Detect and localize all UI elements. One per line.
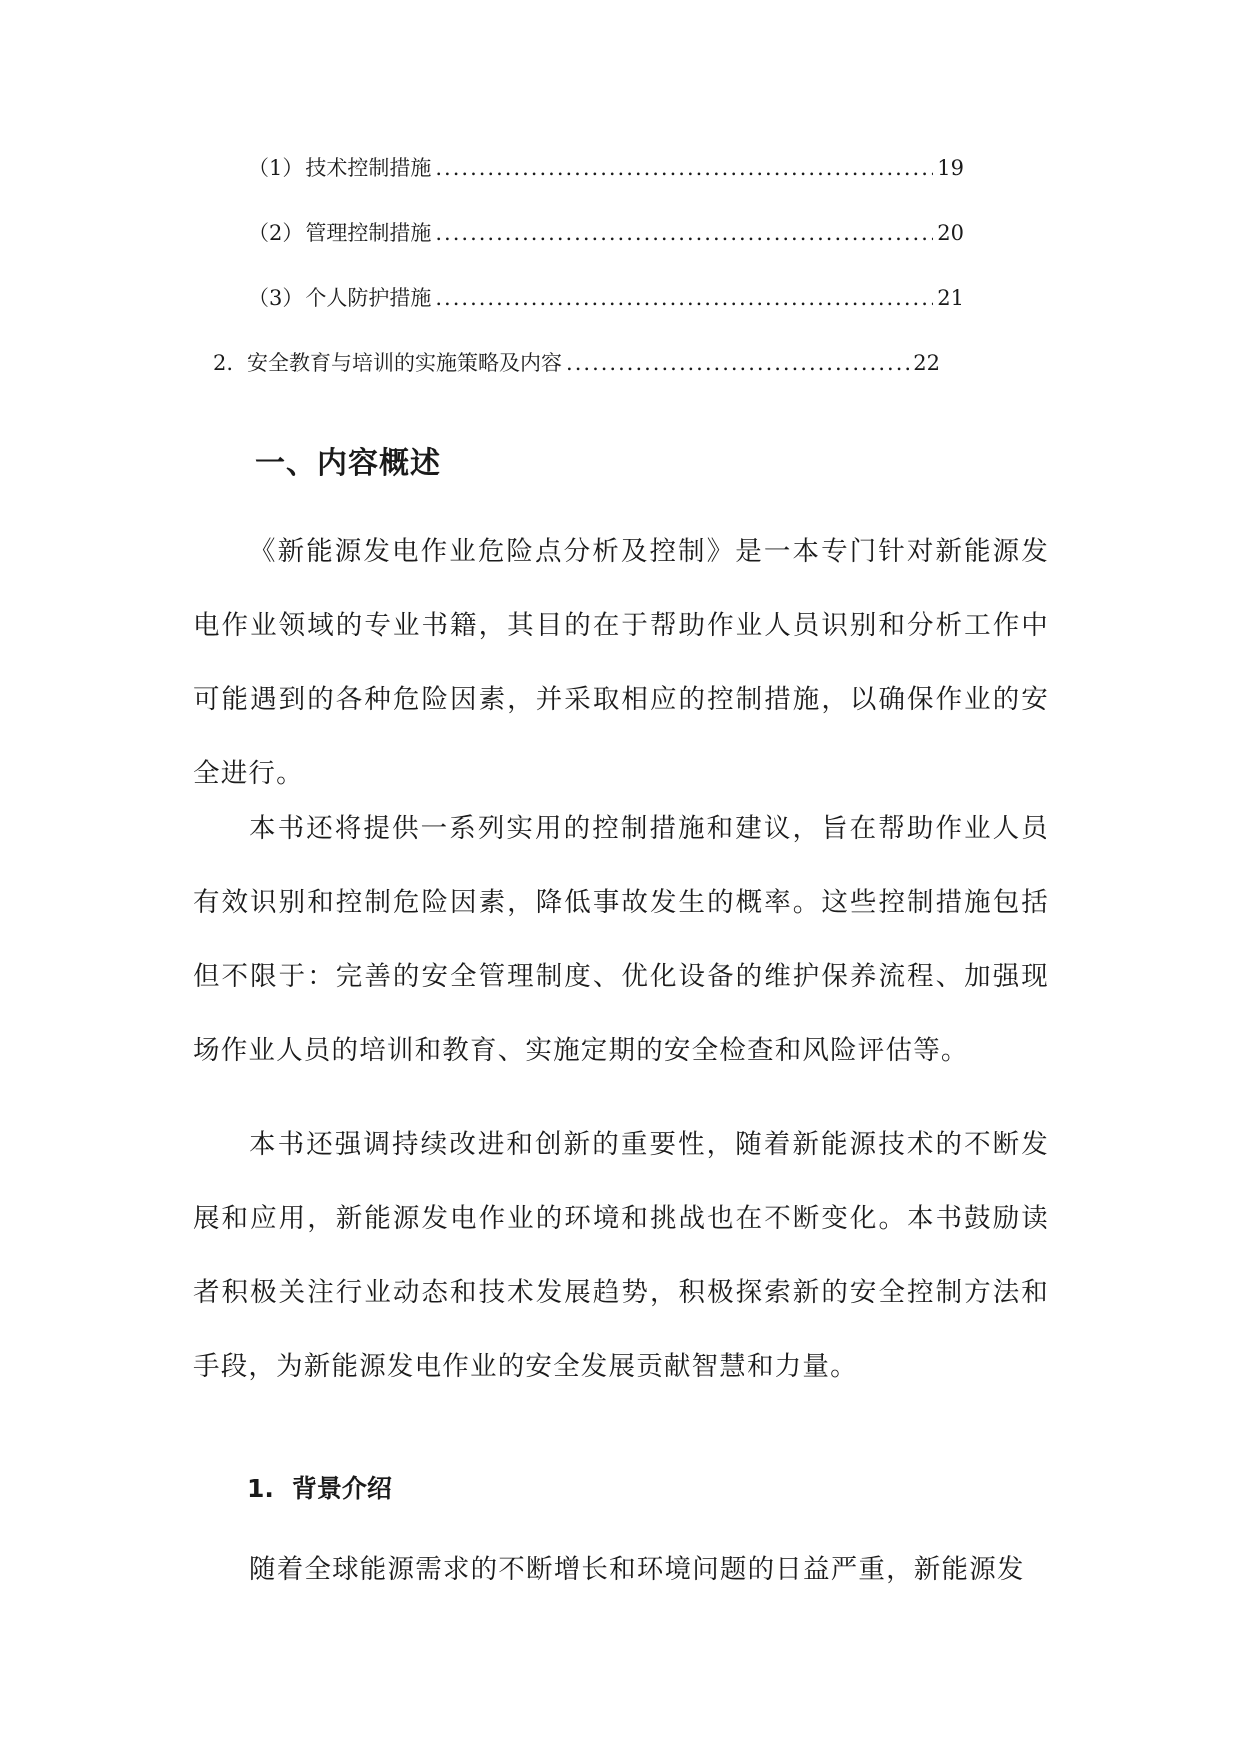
toc-entry-title: 技术控制措施	[305, 156, 432, 180]
toc-leader-dots	[435, 155, 933, 181]
body-paragraph: 本书还将提供一系列实用的控制措施和建议，旨在帮助作业人员有效识别和控制危险因素，降低事故发生的概率。这些控制措施包括但不限于：完善的安全管理制度、优化设备的维护保养流程、加强现场作业人员的培训和教育、实施定期的安全检查和风险评估等。	[193, 813, 1049, 1066]
body-paragraph: 《新能源发电作业危险点分析及控制》是一本专门针对新能源发电作业领域的专业书籍，其目的在于帮助作业人员识别和分析工作中可能遇到的各种危险因素，并采取相应的控制措施，以确保作业的安全进行。	[193, 536, 1049, 789]
toc-entry[interactable]	[248, 220, 964, 246]
toc-leader-dots	[435, 285, 933, 311]
toc-entry-page: 22	[913, 351, 940, 375]
toc-entry-title: 管理控制措施	[305, 221, 432, 245]
toc-entry-number: （3）	[248, 286, 304, 310]
subsection-title: 背景介绍	[291, 1474, 392, 1503]
body-paragraph: 随着全球能源需求的不断增长和环境问题的日益严重，新能源发	[249, 1554, 1025, 1585]
toc-leader-dots	[566, 350, 909, 376]
toc-entry-number: （1）	[248, 156, 304, 180]
subsection-number: 1.	[247, 1474, 274, 1503]
toc-entry-title: 安全教育与培训的实施策略及内容	[247, 351, 563, 375]
section-heading: 一、内容概述	[255, 446, 441, 481]
toc-entry-page: 20	[937, 221, 964, 245]
toc-entry-page: 21	[937, 286, 964, 310]
toc-entry-page: 19	[937, 156, 964, 180]
toc-entry[interactable]	[213, 350, 940, 376]
toc-entry-title: 个人防护措施	[305, 286, 432, 310]
subsection-heading	[247, 1472, 392, 1506]
toc-entry[interactable]	[248, 285, 964, 311]
toc-entry-number: （2）	[248, 221, 304, 245]
toc-leader-dots	[435, 220, 933, 246]
body-paragraph: 本书还强调持续改进和创新的重要性，随着新能源技术的不断发展和应用，新能源发电作业的环境和挑战也在不断变化。本书鼓励读者积极关注行业动态和技术发展趋势，积极探索新的安全控制方法和手段，为新能源发电作业的安全发展贡献智慧和力量。	[193, 1129, 1049, 1382]
toc-entry-number: 2.	[213, 351, 234, 375]
toc-entry[interactable]	[248, 155, 964, 181]
